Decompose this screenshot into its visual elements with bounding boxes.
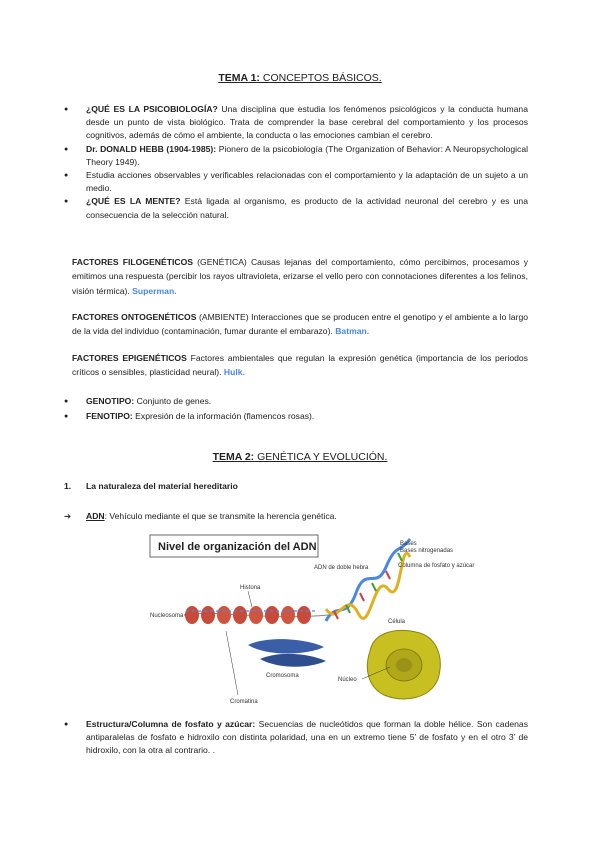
list-item <box>86 195 528 221</box>
paragraph-filogeneticos <box>72 255 528 298</box>
label-cromatina: Cromatina <box>230 699 258 705</box>
para-text: (AMBIENTE) Interacciones que se producen entre el genotipo y el ambiente a lo largo de la vida del individuo (contaminación, fumar durante el embarazo). <box>72 312 529 337</box>
label-adn-doble: ADN de doble hebra <box>314 565 369 571</box>
bullet-text: Una disciplina que estudia los fenómenos psicológicos y la conducta humana desde un punto de vista biológico. Trata de comprender la base cerebral del comportamiento y los procesos cognitivos, además de cómo el ambiente, la conducta o las emociones cambian el cerebro. <box>86 104 528 141</box>
bullet-text: Pionero de la psicobiología (The Organization of Behavior: A Neuropsychological Theory 1949). <box>86 143 529 167</box>
list-item <box>86 394 528 409</box>
label-nucleosoma: Nucleosoma <box>150 613 184 619</box>
label-bases-1: Bases <box>400 541 417 547</box>
bullet-text: Secuencias de nucleótidos que forman la doble hélice. Son cadenas antiparalelas de fosfato e hidroxilo con distinta polaridad, una en un extremo tiene 5’ de fosfato y en el otro 3’ de hidroxilo, con la otra al contrario. . <box>86 719 528 756</box>
tema2-title: GENÉTICA Y EVOLUCIÓN. <box>254 451 388 463</box>
bullet-term: ¿QUÉ ES LA PSICOBIOLOGÍA? <box>86 104 218 114</box>
list-item <box>86 143 528 169</box>
label-bases: Bases nitrogenadas <box>400 548 454 554</box>
paragraph-ontogeneticos <box>72 310 528 339</box>
list-item <box>86 103 528 143</box>
bullet-text: Estudia acciones observables y verificables relacionadas con el comportamiento y la adaptación de un sujeto a un medio. <box>86 170 528 194</box>
cell <box>367 630 440 698</box>
chromosome <box>248 639 326 667</box>
label-celula: Célula <box>388 619 406 625</box>
tema2-prefix: TEMA 2: <box>212 451 255 463</box>
adn-term: ADN <box>86 511 105 521</box>
adn-definition <box>64 511 337 521</box>
bullets-estructura <box>86 718 528 758</box>
bullet-term: GENOTIPO: <box>86 396 135 406</box>
hero-batman: Batman. <box>335 326 370 337</box>
list-item <box>86 409 528 424</box>
arrow-right-icon: ➔ <box>64 511 72 521</box>
tema1-title: CONCEPTOS BÁSICOS. <box>259 72 382 84</box>
hero-superman: Superman. <box>132 285 177 296</box>
dna-organization-figure <box>148 531 475 707</box>
adn-text: : Vehículo mediante el que se transmite la herencia genética. <box>104 511 337 521</box>
para-term: FACTORES ONTOGENÉTICOS <box>72 312 197 322</box>
bullet-text: Expresión de la información (flamencos rosas). <box>132 411 315 421</box>
tema1-heading <box>0 72 600 84</box>
para-term: FACTORES EPIGENÉTICOS <box>72 353 187 363</box>
list-item <box>86 169 528 195</box>
hero-hulk: Hulk. <box>223 367 245 378</box>
tema2-heading <box>0 451 600 463</box>
figure-title: Nivel de organización del ADN <box>158 541 317 553</box>
bullet-term: Dr. DONALD HEBB (1904-1985): <box>86 143 217 154</box>
para-text: Factores ambientales que regulan la expresión genética (importancia de los periodos críticos o sensibles, plasticidad neural). <box>72 353 528 378</box>
bullet-text: Conjunto de genes. <box>134 396 212 406</box>
section-label: La naturaleza del material hereditario <box>86 481 238 491</box>
label-cromosoma: Cromosoma <box>266 673 299 679</box>
bullets-tema1 <box>86 103 528 222</box>
bullet-term: ¿QUÉ ES LA MENTE? <box>86 196 181 207</box>
label-columna: Columna de fosfato y azúcar <box>398 563 475 569</box>
para-term: FACTORES FILOGENÉTICOS <box>72 257 193 267</box>
bullet-text: Está ligada al organismo, es producto de la actividad neuronal del cerebro y es una consecuencia de la selección natural. <box>86 196 528 220</box>
list-item <box>86 718 528 758</box>
bullet-term: FENOTIPO: <box>86 411 133 421</box>
double-helix <box>326 539 410 621</box>
paragraph-epigeneticos <box>72 351 528 380</box>
para-text: (GENÉTICA) Causas lejanas del comportamiento, cómo percibimos, procesamos y emitimos una respuesta (percibir los rayos ultravioleta, erizarse el vello pero con connotaciones diferentes a los felinos, visión térmica). <box>72 257 528 296</box>
tema1-prefix: TEMA 1: <box>218 72 260 84</box>
label-nucleo: Núcleo <box>338 677 357 683</box>
label-histona: Histona <box>240 585 261 591</box>
bullet-term: Estructura/Columna de fosfato y azúcar: <box>86 719 256 729</box>
section-number: 1. <box>64 481 72 491</box>
section-heading-1 <box>64 481 238 491</box>
nucleosome-fiber <box>184 606 328 624</box>
bullets-genotipo <box>86 394 528 424</box>
